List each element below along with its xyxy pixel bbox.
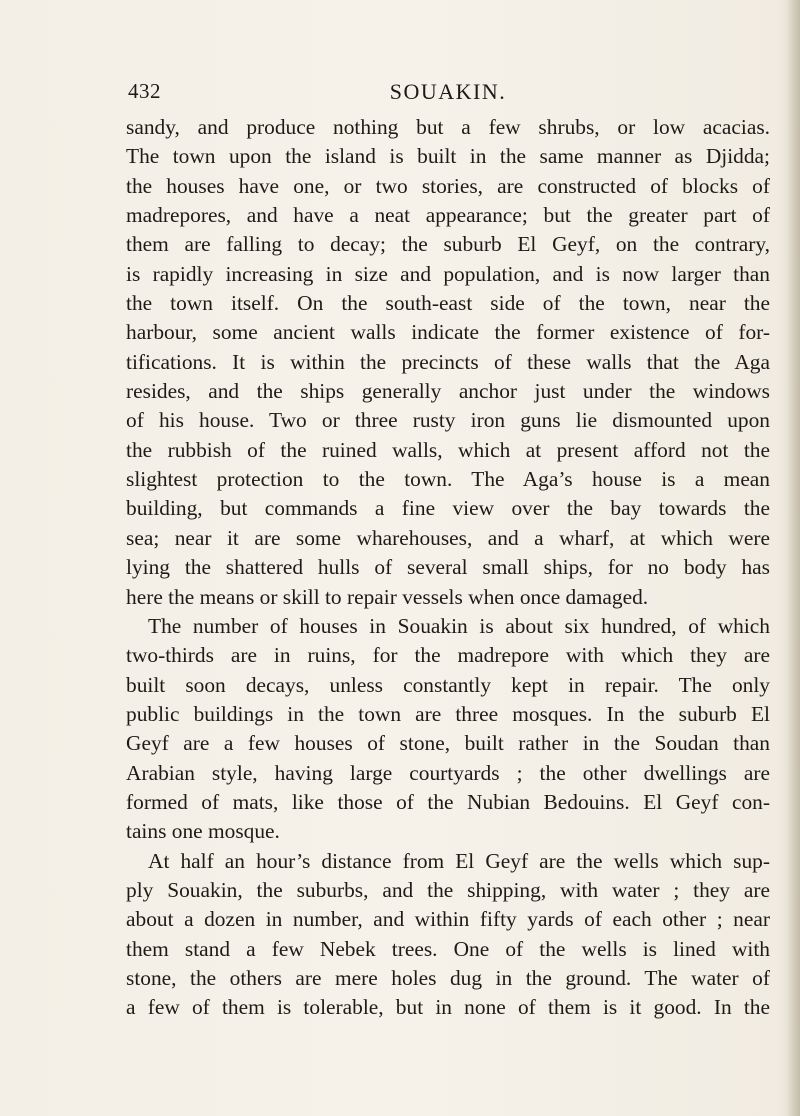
text-line: tains one mosque. [126,819,280,844]
text-line: Geyf are a few houses of stone, built rather in the Soudan than [126,731,770,756]
text-line: formed of mats, like those of the Nubian Bedouins. El Geyf con- [126,789,770,814]
text-line: them stand a few Nebek trees. One of the wells is lined with [126,936,770,961]
text-line: of his house. Two or three rusty iron guns lie dismounted upon [126,408,770,433]
text-line: ply Souakin, the suburbs, and the shipping, with water ; they are [126,877,770,902]
page-number: 432 [128,79,161,103]
text-line: stone, the others are mere holes dug in the ground. The water of [126,965,770,990]
paragraph [126,612,770,847]
page-edge [786,0,800,1116]
text-line: Arabian style, having large courtyards ; the other dwellings are [126,760,770,785]
text-line: slightest protection to the town. The Aga’s house is a mean [126,467,770,492]
body-text [126,113,770,1023]
text-line: two-thirds are in ruins, for the madrepore with which they are [126,643,770,668]
text-line: the rubbish of the ruined walls, which at present afford not the [126,437,770,462]
paragraph [126,113,770,612]
text-line: a few of them is tolerable, but in none of them is it good. In the [126,995,770,1020]
text-line: madrepores, and have a neat appearance; but the greater part of [126,203,770,228]
text-line: sea; near it are some wharehouses, and a wharf, at which were [126,525,770,550]
text-line: The number of houses in Souakin is about six hundred, of which [148,613,770,638]
text-line: building, but commands a fine view over the bay towards the [126,496,770,521]
running-title: SOUAKIN. [389,79,507,104]
text-line: here the means or skill to repair vessels when once damaged. [126,584,649,609]
text-line: lying the shattered hulls of several small ships, for no body has [126,555,770,580]
text-line: tifications. It is within the precincts of these walls that the Aga [126,349,770,374]
text-line: the houses have one, or two stories, are constructed of blocks of [126,173,770,198]
paragraph [126,847,770,1023]
text-line: about a dozen in number, and within fifty yards of each other ; near [126,907,770,932]
text-line: The town upon the island is built in the same manner as Djidda; [126,144,770,169]
text-line: At half an hour’s distance from El Geyf are the wells which sup- [148,848,770,873]
text-line: them are falling to decay; the suburb El Geyf, on the contrary, [126,232,770,257]
text-line: public buildings in the town are three mosques. In the suburb El [126,701,770,726]
page-header [128,79,768,109]
text-line: resides, and the ships generally anchor just under the windows [126,379,770,404]
text-line: the town itself. On the south-east side of the town, near the [126,291,770,316]
text-line: sandy, and produce nothing but a few shrubs, or low acacias. [126,115,770,139]
text-line: harbour, some ancient walls indicate the former existence of for- [126,320,770,345]
text-line: is rapidly increasing in size and population, and is now larger than [126,261,770,286]
text-line: built soon decays, unless constantly kept in repair. The only [126,672,770,697]
